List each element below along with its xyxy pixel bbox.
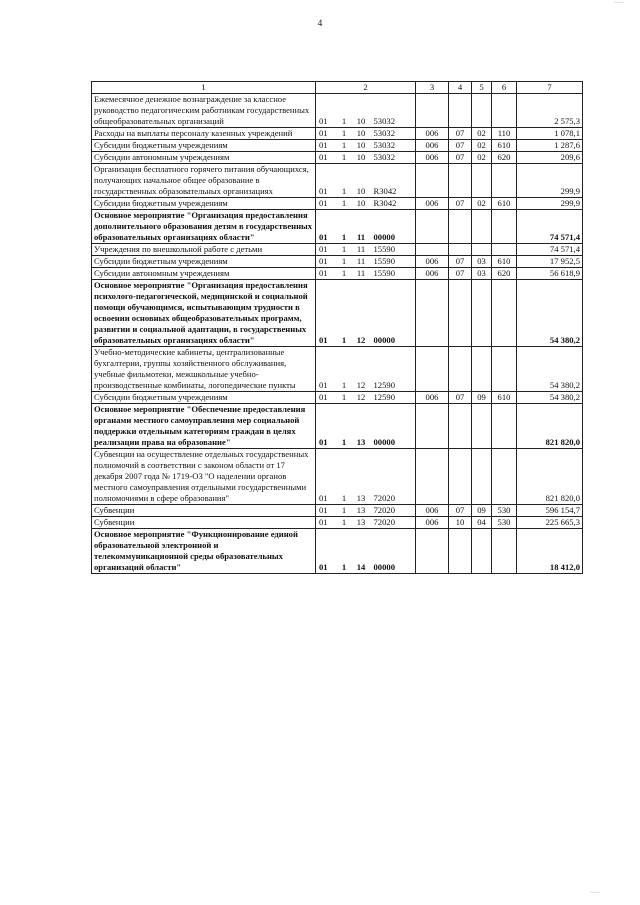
code-direction: 00000 [370, 210, 416, 244]
code-program: 01 [316, 529, 336, 574]
code-section: 07 [449, 140, 472, 152]
code-ministry: 006 [416, 505, 449, 517]
code-subsection [472, 347, 492, 392]
code-program: 01 [316, 256, 336, 268]
code-subprogram: 1 [336, 347, 353, 392]
code-direction: 15590 [370, 256, 416, 268]
code-event: 13 [353, 449, 370, 505]
table-row [92, 529, 583, 574]
code-subprogram: 1 [336, 529, 353, 574]
code-ministry [416, 164, 449, 198]
row-amount: 54 380,2 [517, 280, 583, 347]
row-amount: 596 154,7 [517, 505, 583, 517]
code-subsection [472, 94, 492, 128]
code-section [449, 404, 472, 449]
code-expense-type [492, 449, 517, 505]
code-subprogram: 1 [336, 404, 353, 449]
code-program: 01 [316, 140, 336, 152]
table-row [92, 152, 583, 164]
table-row [92, 404, 583, 449]
code-event: 12 [353, 280, 370, 347]
code-event: 13 [353, 517, 370, 529]
code-ministry [416, 449, 449, 505]
row-amount: 209,6 [517, 152, 583, 164]
code-program: 01 [316, 404, 336, 449]
code-event: 12 [353, 347, 370, 392]
code-program: 01 [316, 347, 336, 392]
code-program: 01 [316, 210, 336, 244]
table-row [92, 268, 583, 280]
code-section [449, 529, 472, 574]
row-amount: 821 820,0 [517, 449, 583, 505]
code-expense-type: 610 [492, 198, 517, 210]
code-direction: 00000 [370, 404, 416, 449]
code-subprogram: 1 [336, 280, 353, 347]
code-section [449, 164, 472, 198]
code-section: 07 [449, 256, 472, 268]
code-direction: 53032 [370, 140, 416, 152]
code-expense-type [492, 244, 517, 256]
row-name: Учреждения по внешкольной работе с детьми [92, 244, 316, 256]
row-name: Ежемесячное денежное вознаграждение за классное руководство педагогическим работникам государственных общеобразовательных организаций [92, 94, 316, 128]
code-event: 14 [353, 529, 370, 574]
code-subprogram: 1 [336, 210, 353, 244]
code-subsection [472, 164, 492, 198]
row-amount: 1 078,1 [517, 128, 583, 140]
code-event: 11 [353, 256, 370, 268]
code-subsection [472, 280, 492, 347]
code-expense-type [492, 529, 517, 574]
code-section [449, 280, 472, 347]
code-ministry [416, 404, 449, 449]
code-event: 12 [353, 392, 370, 404]
row-name: Субвенции на осуществление отдельных государственных полномочий в соответствии с законом области от 17 декабря 2007 года № 1719-ОЗ "О наделении органов местного самоуправления отдельными государственными полномочиями в сфере образования" [92, 449, 316, 505]
row-name: Учебно-методические кабинеты, централизованные бухгалтерии, группы хозяйственного обслуживания, учебные фильмотеки, межшкольные учебно-производственные комбинаты, логопедические пункты [92, 347, 316, 392]
code-section: 07 [449, 505, 472, 517]
code-direction: 15590 [370, 244, 416, 256]
row-amount: 225 665,3 [517, 517, 583, 529]
code-expense-type: 530 [492, 505, 517, 517]
row-amount: 74 571,4 [517, 244, 583, 256]
table-row [92, 244, 583, 256]
code-expense-type: 620 [492, 152, 517, 164]
budget-table [91, 81, 583, 574]
code-ministry [416, 244, 449, 256]
code-direction: 15590 [370, 268, 416, 280]
table-row [92, 164, 583, 198]
code-ministry: 006 [416, 128, 449, 140]
row-amount: 821 820,0 [517, 404, 583, 449]
code-ministry [416, 529, 449, 574]
code-subsection [472, 210, 492, 244]
code-subprogram: 1 [336, 256, 353, 268]
code-subsection: 02 [472, 140, 492, 152]
code-event: 13 [353, 505, 370, 517]
row-amount: 17 952,5 [517, 256, 583, 268]
table-row [92, 198, 583, 210]
code-event: 13 [353, 404, 370, 449]
table-row [92, 449, 583, 505]
code-program: 01 [316, 505, 336, 517]
code-section: 07 [449, 152, 472, 164]
code-direction: 72020 [370, 505, 416, 517]
code-section [449, 210, 472, 244]
row-name: Субсидии автономным учреждениям [92, 268, 316, 280]
code-ministry: 006 [416, 152, 449, 164]
code-direction: 72020 [370, 449, 416, 505]
code-program: 01 [316, 517, 336, 529]
row-name: Основное мероприятие "Организация предоставления дополнительного образования детям в государственных образовательных организациях области" [92, 210, 316, 244]
code-section [449, 244, 472, 256]
code-subprogram: 1 [336, 128, 353, 140]
code-expense-type: 610 [492, 256, 517, 268]
table-row [92, 517, 583, 529]
code-subprogram: 1 [336, 449, 353, 505]
table-row [92, 280, 583, 347]
code-subsection [472, 404, 492, 449]
code-subprogram: 1 [336, 392, 353, 404]
scan-mark-bottom: ····· [590, 890, 600, 896]
table-row [92, 140, 583, 152]
code-expense-type: 610 [492, 392, 517, 404]
code-subprogram: 1 [336, 198, 353, 210]
code-ministry: 006 [416, 392, 449, 404]
code-ministry: 006 [416, 268, 449, 280]
code-event: 10 [353, 198, 370, 210]
code-ministry: 006 [416, 198, 449, 210]
code-direction: 00000 [370, 280, 416, 347]
code-section: 07 [449, 128, 472, 140]
code-direction: 00000 [370, 529, 416, 574]
code-expense-type: 110 [492, 128, 517, 140]
row-name: Организация бесплатного горячего питания обучающихся, получающих начальное общее образование в государственных образовательных организациях [92, 164, 316, 198]
code-program: 01 [316, 128, 336, 140]
code-section: 07 [449, 392, 472, 404]
code-section: 07 [449, 268, 472, 280]
code-program: 01 [316, 280, 336, 347]
row-name: Субвенции [92, 517, 316, 529]
code-event: 11 [353, 210, 370, 244]
row-amount: 54 380,2 [517, 347, 583, 392]
code-subprogram: 1 [336, 152, 353, 164]
code-subsection: 03 [472, 268, 492, 280]
code-direction: 12590 [370, 392, 416, 404]
code-section: 07 [449, 198, 472, 210]
code-subprogram: 1 [336, 164, 353, 198]
code-program: 01 [316, 164, 336, 198]
table-row [92, 505, 583, 517]
row-name: Субсидии бюджетным учреждениям [92, 392, 316, 404]
code-subsection: 09 [472, 505, 492, 517]
code-section: 10 [449, 517, 472, 529]
code-subsection [472, 244, 492, 256]
code-subsection: 02 [472, 128, 492, 140]
code-section [449, 449, 472, 505]
code-subprogram: 1 [336, 517, 353, 529]
header-col-6: 6 [492, 82, 517, 94]
code-expense-type: 620 [492, 268, 517, 280]
row-amount: 299,9 [517, 164, 583, 198]
row-name: Основное мероприятие "Функционирование единой образовательной электронной и телекоммуникационной среды образовательных организаций области" [92, 529, 316, 574]
code-ministry: 006 [416, 517, 449, 529]
code-expense-type: 610 [492, 140, 517, 152]
row-amount: 299,9 [517, 198, 583, 210]
code-direction: 53032 [370, 94, 416, 128]
code-event: 10 [353, 152, 370, 164]
code-subsection: 03 [472, 256, 492, 268]
code-section [449, 347, 472, 392]
table-row [92, 256, 583, 268]
code-section [449, 94, 472, 128]
code-event: 10 [353, 94, 370, 128]
code-program: 01 [316, 244, 336, 256]
code-ministry: 006 [416, 140, 449, 152]
code-direction: 53032 [370, 152, 416, 164]
code-event: 11 [353, 244, 370, 256]
code-program: 01 [316, 198, 336, 210]
row-name: Субсидии автономным учреждениям [92, 152, 316, 164]
code-direction: 12590 [370, 347, 416, 392]
row-amount: 18 412,0 [517, 529, 583, 574]
code-event: 10 [353, 140, 370, 152]
code-expense-type [492, 164, 517, 198]
page-number: 4 [317, 18, 323, 28]
code-program: 01 [316, 268, 336, 280]
code-subsection [472, 529, 492, 574]
table-row [92, 347, 583, 392]
code-expense-type: 530 [492, 517, 517, 529]
header-col-4: 4 [449, 82, 472, 94]
code-ministry [416, 347, 449, 392]
code-ministry [416, 94, 449, 128]
table-row [92, 210, 583, 244]
row-amount: 54 380,2 [517, 392, 583, 404]
header-col-1: 1 [92, 82, 316, 94]
scan-mark-top: ····· [614, 0, 624, 6]
code-direction: R3042 [370, 198, 416, 210]
code-ministry [416, 280, 449, 347]
code-subprogram: 1 [336, 94, 353, 128]
code-program: 01 [316, 449, 336, 505]
row-name: Субсидии бюджетным учреждениям [92, 140, 316, 152]
code-event: 10 [353, 128, 370, 140]
row-name: Расходы на выплаты персоналу казенных учреждений [92, 128, 316, 140]
code-expense-type [492, 280, 517, 347]
code-direction: 72020 [370, 517, 416, 529]
row-name: Субвенции [92, 505, 316, 517]
code-subsection: 09 [472, 392, 492, 404]
table-row [92, 128, 583, 140]
table-row [92, 94, 583, 128]
code-program: 01 [316, 392, 336, 404]
code-subsection: 02 [472, 152, 492, 164]
code-subprogram: 1 [336, 268, 353, 280]
code-expense-type [492, 210, 517, 244]
code-ministry [416, 210, 449, 244]
header-col-2: 2 [316, 82, 416, 94]
row-name: Субсидии бюджетным учреждениям [92, 256, 316, 268]
row-name: Основное мероприятие "Организация предоставления психолого-педагогической, медицинской и социальной помощи обучающимся, испытывающим трудности в освоении основных общеобразовательных программ, развитии и социальной адаптации, в государственных образовательных организациях области" [92, 280, 316, 347]
row-name: Субсидии бюджетным учреждениям [92, 198, 316, 210]
code-expense-type [492, 404, 517, 449]
header-col-5: 5 [472, 82, 492, 94]
row-name: Основное мероприятие "Обеспечение предоставления органами местного самоуправления мер социальной поддержки отдельным категориям граждан в целях реализации права на образование" [92, 404, 316, 449]
code-direction: 53032 [370, 128, 416, 140]
code-subprogram: 1 [336, 244, 353, 256]
row-amount: 74 571,4 [517, 210, 583, 244]
code-subsection: 02 [472, 198, 492, 210]
table-row [92, 392, 583, 404]
code-expense-type [492, 94, 517, 128]
row-amount: 1 287,6 [517, 140, 583, 152]
code-program: 01 [316, 152, 336, 164]
header-col-7: 7 [517, 82, 583, 94]
row-amount: 56 618,9 [517, 268, 583, 280]
code-ministry: 006 [416, 256, 449, 268]
row-amount: 2 575,3 [517, 94, 583, 128]
code-subsection [472, 449, 492, 505]
code-subsection: 04 [472, 517, 492, 529]
code-event: 11 [353, 268, 370, 280]
code-subprogram: 1 [336, 140, 353, 152]
code-subprogram: 1 [336, 505, 353, 517]
header-col-3: 3 [416, 82, 449, 94]
code-direction: R3042 [370, 164, 416, 198]
code-event: 10 [353, 164, 370, 198]
code-expense-type [492, 347, 517, 392]
table-header-row [92, 82, 583, 94]
code-program: 01 [316, 94, 336, 128]
